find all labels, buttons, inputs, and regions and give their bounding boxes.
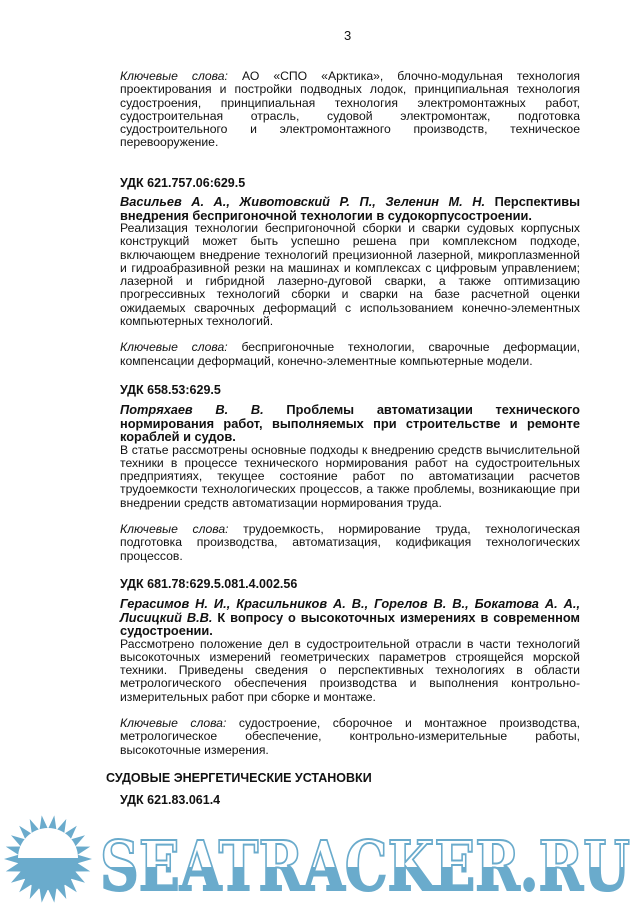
section-udk: УДК 621.83.061.4 xyxy=(120,793,221,807)
keywords-label: Ключевые слова: xyxy=(120,340,228,355)
article-title: Проблемы автоматизации технического нормирования работ, выполняемых при строительстве и ремонте кораблей и судов. xyxy=(120,402,580,444)
keywords-text: АО «СПО «Арктика», блочно-модульная технология проектирования и постройки подводных лодок, принципиальная технология судостроения, принципиальная технология электромонтажных работ, судостроительная отрасль, судовой электромонтаж, подготовка судостроительного и электромонтажного производств, техническое перевооружение. xyxy=(120,69,580,150)
article-title: К вопросу о высокоточных измерениях в современном судостроении. xyxy=(120,609,580,638)
keywords-label: Ключевые слова: xyxy=(120,69,228,83)
article-authors: Потряхаев В. В. xyxy=(120,402,264,417)
article-entry xyxy=(120,195,580,368)
article-udk: УДК 681.78:629.5.081.4.002.56 xyxy=(120,577,298,591)
article-entry xyxy=(120,597,580,757)
article-abstract: Реализация технологии беспригоночной сборки и сварки судовых корпусных конструкций может быть успешно решена при комплексном подходе, включающем внедрение технологий прецизионной лазерной, микроплазменной и гидроабразивной резки на машинах и комплексах с цифровым управлением; лазерной и гибридной лазерно-дуговой сварки, а также оптимизацию прогрессивных технологий сборки и сварки на базе расчетной оценки ожидаемых сварочных деформаций с использованием конечно-элементных компьютерных технологий. xyxy=(120,221,580,329)
watermark-text: SEATRACKER.RU xyxy=(100,827,630,904)
seatracker-watermark-logo xyxy=(0,812,639,904)
article-title: Перспективы внедрения беспригоночной технологии в судокорпусостроении. xyxy=(120,194,580,223)
article-authors: Герасимов Н. И., Красильников А. В., Горелов В. В., Бокатова А. А., Лисицкий В.В. xyxy=(120,596,580,625)
article-abstract: В статье рассмотрены основные подходы к внедрению средств вычислительной техники в процессе технического нормирования работ на судостроительных предприятиях, текущее состояние работ по автоматизации расчетов трудоемкости технологических процессов, а также проблемы, возникающие при внедрении средств автоматизации нормирования труда. xyxy=(120,442,580,510)
article-authors: Васильев А. А., Животовский Р. П., Зеленин М. Н. xyxy=(120,194,486,209)
section-heading: СУДОВЫЕ ЭНЕРГЕТИЧЕСКИЕ УСТАНОВКИ xyxy=(106,771,372,785)
article-entry xyxy=(120,403,580,563)
sun-icon xyxy=(4,815,92,902)
keywords-label: Ключевые слова: xyxy=(120,715,227,730)
page-number: 3 xyxy=(344,28,352,43)
keywords-text: беспригоночные технологии, сварочные деформации, компенсации деформаций, конечно-элементные компьютерные модели. xyxy=(120,340,580,368)
keywords-label: Ключевые слова: xyxy=(120,521,229,536)
article-abstract: Рассмотрено положение дел в судостроительной отрасли в части технологий высокоточных измерений геометрических параметров строящейся морской техники. Приведены сведения о перспективных технологиях в области метрологического обеспечения производства и выполнения контрольно-измерительных работ при сборке и монтаже. xyxy=(120,636,580,704)
keywords-text: судостроение, сборочное и монтажное производства, метрологическое обеспечение, контрольно-измерительные работы, высокоточные измерения. xyxy=(120,715,580,757)
article-udk: УДК 621.757.06:629.5 xyxy=(120,176,246,190)
article-udk: УДК 658.53:629.5 xyxy=(120,383,221,397)
intro-keywords xyxy=(120,70,580,150)
keywords-text: трудоемкость, нормирование труда, технологическая подготовка производства, автоматизация, кодификация технологических процессов. xyxy=(120,521,580,563)
